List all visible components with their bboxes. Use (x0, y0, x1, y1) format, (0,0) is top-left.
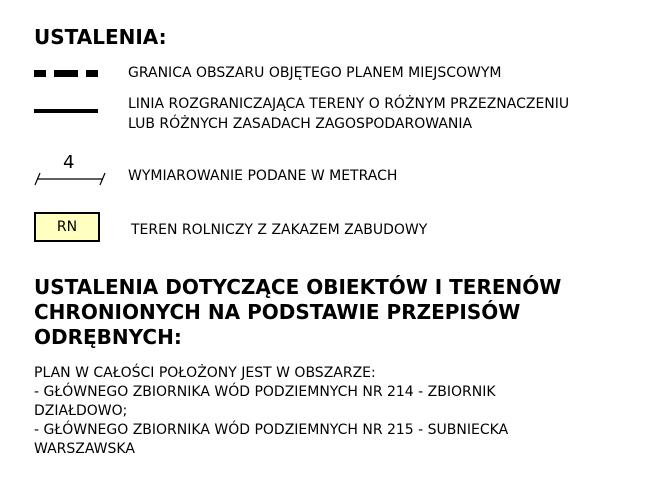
zone-rn-box: RN (34, 212, 100, 242)
dimension-line-symbol (32, 170, 108, 188)
legend-title: USTALENIA: (34, 25, 167, 49)
note-line: PLAN W CAŁOŚCI POŁOŻONY JEST W OBSZARZE: (34, 365, 376, 381)
protected-notes (34, 364, 624, 459)
dimension-value: 4 (63, 152, 75, 173)
legend-label-division-line1: LINIA ROZGRANICZAJĄCA TERENY O RÓŻNYM PRZEZNACZENIU (128, 96, 570, 112)
note-line: WARSZAWSKA (34, 441, 135, 457)
protected-title-line1: USTALENIA DOTYCZĄCE OBIEKTÓW I TERENÓW (34, 275, 562, 299)
note-line: - GŁÓWNEGO ZBIORNIKA WÓD PODZIEMNYCH NR 215 - SUBNIECKA (34, 422, 509, 438)
solid-division-line-symbol (34, 107, 98, 115)
dashed-boundary-line-symbol (34, 67, 98, 81)
protected-title-line3: ODRĘBNYCH: (34, 325, 182, 349)
note-line: - GŁÓWNEGO ZBIORNIKA WÓD PODZIEMNYCH NR 214 - ZBIORNIK (34, 384, 496, 400)
solid-line (34, 109, 98, 113)
legend-label-division-line2: LUB RÓŻNYCH ZASADACH ZAGOSPODAROWANIA (128, 116, 473, 132)
dash-segment (86, 70, 98, 77)
dash-segment (34, 70, 46, 77)
legend-label-dimension: WYMIAROWANIE PODANE W METRACH (128, 168, 398, 184)
legend-label-rn: TEREN ROLNICZY Z ZAKAZEM ZABUDOWY (131, 222, 428, 238)
note-line: DZIAŁDOWO; (34, 403, 128, 419)
legend-label-boundary: GRANICA OBSZARU OBJĘTEGO PLANEM MIEJSCOWYM (128, 65, 502, 81)
protected-title-line2: CHRONIONYCH NA PODSTAWIE PRZEPISÓW (34, 300, 521, 324)
dash-segment (54, 70, 78, 77)
